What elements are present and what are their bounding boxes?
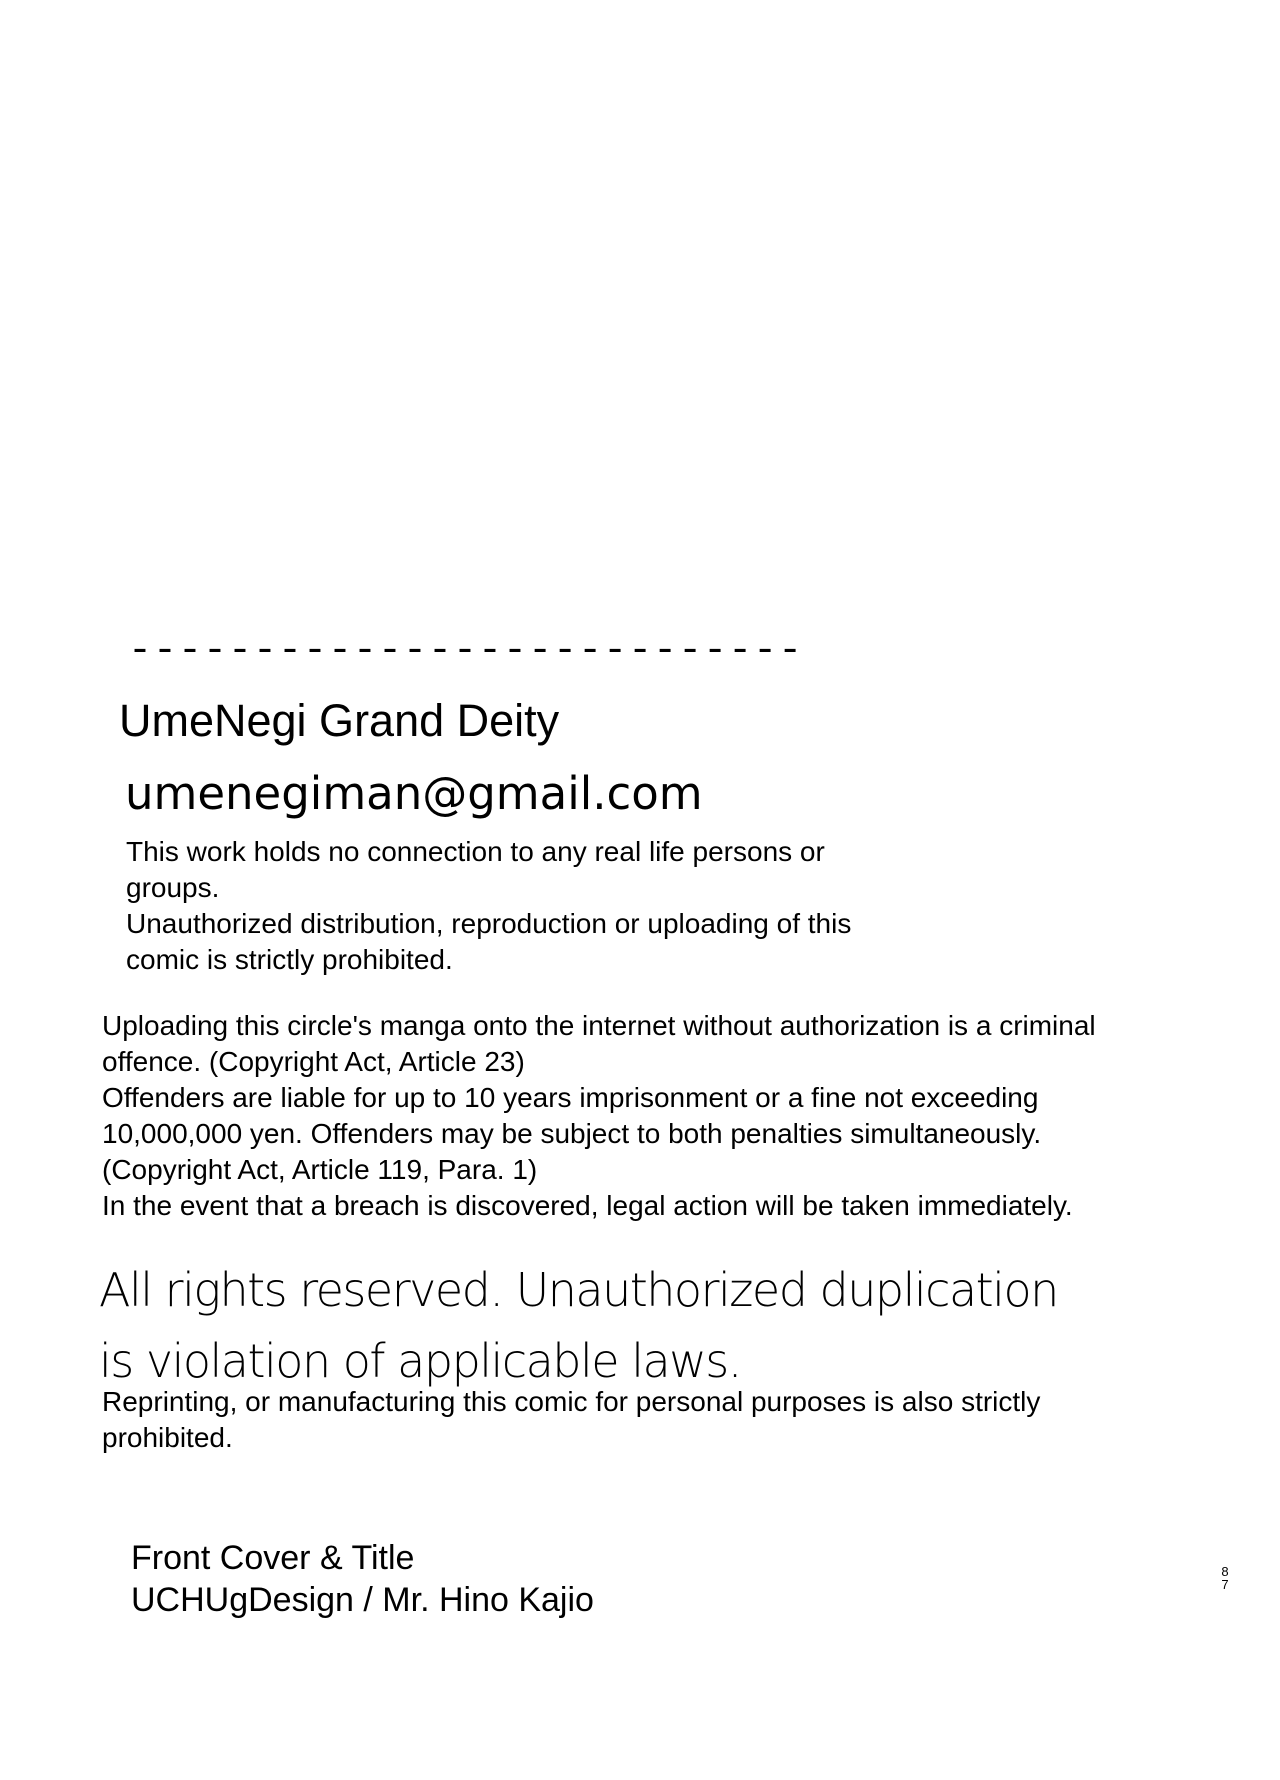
page-number-digit: 8 — [1221, 1564, 1229, 1579]
law-notice-line: offence. (Copyright Act, Article 23) — [102, 1046, 525, 1077]
copyright-law-notice — [102, 1008, 1096, 1224]
disclaimer-line: groups. — [126, 872, 220, 903]
disclaimer-line: comic is strictly prohibited. — [126, 944, 453, 975]
law-notice-line: In the event that a breach is discovered, legal action will be taken immediately. — [102, 1190, 1073, 1221]
contact-email: umenegiman@gmail.com — [125, 767, 703, 820]
cover-credits — [131, 1537, 594, 1621]
reprint-line: Reprinting, or manufacturing this comic for personal purposes is also strictly — [102, 1386, 1041, 1417]
credits-line: UCHUgDesign / Mr. Hino Kajio — [131, 1581, 594, 1619]
rights-line: All rights reserved. Unauthorized duplication — [99, 1263, 1058, 1317]
disclaimer-line: This work holds no connection to any real life persons or — [126, 836, 825, 867]
page-number-digit: 7 — [1221, 1577, 1229, 1592]
separator-dashes: --------------------------- — [128, 629, 804, 674]
law-notice-line: (Copyright Act, Article 119, Para. 1) — [102, 1154, 538, 1185]
law-notice-line: 10,000,000 yen. Offenders may be subject to both penalties simultaneously. — [102, 1118, 1042, 1149]
disclaimer-paragraph — [126, 834, 851, 978]
rights-reserved-statement — [99, 1255, 1058, 1397]
page-number — [1219, 1565, 1231, 1591]
circle-name: UmeNegi Grand Deity — [119, 695, 560, 746]
disclaimer-line: Unauthorized distribution, reproduction or uploading of this — [126, 908, 852, 939]
credits-line: Front Cover & Title — [131, 1539, 415, 1577]
reprint-line: prohibited. — [102, 1422, 233, 1453]
law-notice-line: Uploading this circle's manga onto the internet without authorization is a criminal — [102, 1010, 1096, 1041]
rights-line: is violation of applicable laws. — [99, 1334, 741, 1388]
law-notice-line: Offenders are liable for up to 10 years imprisonment or a fine not exceeding — [102, 1082, 1039, 1113]
reprint-notice — [102, 1384, 1040, 1456]
